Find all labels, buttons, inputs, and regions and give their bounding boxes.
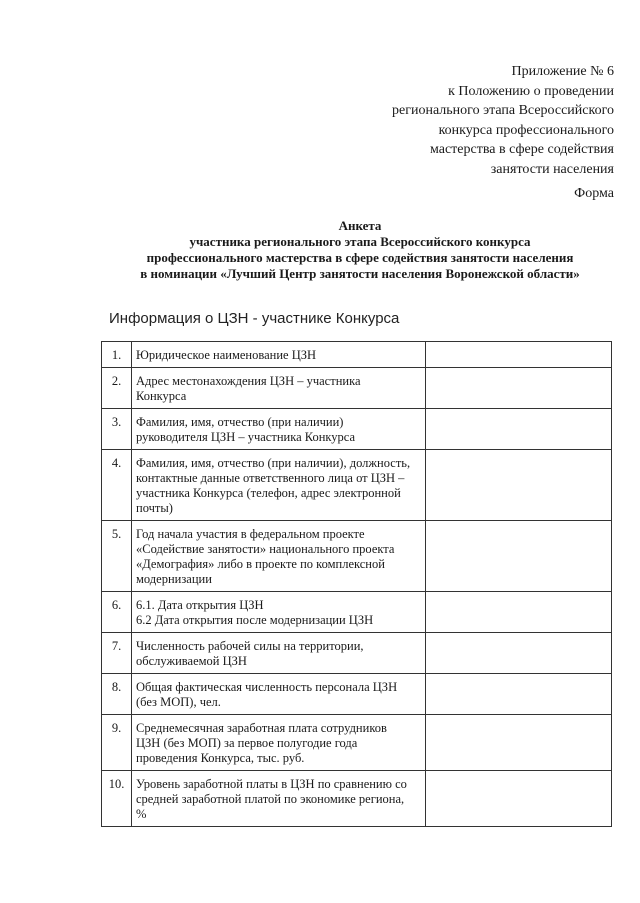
appendix-line: к Положению о проведении: [448, 83, 614, 99]
row-label: [132, 633, 426, 674]
row-label-line: участника Конкурса (телефон, адрес электронной: [136, 486, 401, 500]
table-row: [102, 521, 612, 592]
table-row: [102, 771, 612, 827]
row-label-line: 6.2 Дата открытия после модернизации ЦЗН: [136, 613, 374, 627]
table-row: [102, 674, 612, 715]
row-label: [132, 592, 426, 633]
row-label: [132, 674, 426, 715]
appendix-line: конкурса профессионального: [438, 122, 614, 138]
row-value-field[interactable]: [426, 715, 612, 771]
row-label-line: Численность рабочей силы на территории,: [136, 639, 364, 653]
row-label-line: Уровень заработной платы в ЦЗН по сравнению со: [136, 777, 407, 791]
row-number: 8.: [102, 674, 132, 715]
row-label-line: Конкурса: [136, 389, 187, 403]
row-label: [132, 342, 426, 368]
appendix-line: занятости населения: [490, 161, 614, 177]
form-label: Форма: [574, 186, 614, 201]
table-row: [102, 450, 612, 521]
row-value-field[interactable]: [426, 521, 612, 592]
row-number: 2.: [102, 368, 132, 409]
row-number: 7.: [102, 633, 132, 674]
row-label-line: средней заработной платой по экономике региона,: [136, 792, 405, 806]
table-row: [102, 409, 612, 450]
row-label-line: почты): [136, 501, 173, 515]
row-value-field[interactable]: [426, 633, 612, 674]
row-label: [132, 450, 426, 521]
row-number: 9.: [102, 715, 132, 771]
table-row: [102, 633, 612, 674]
row-label-line: Фамилия, имя, отчество (при наличии): [136, 415, 344, 429]
row-number: 10.: [102, 771, 132, 827]
row-number: 3.: [102, 409, 132, 450]
row-number: 4.: [102, 450, 132, 521]
row-value-field[interactable]: [426, 592, 612, 633]
title-line: участника регионального этапа Всероссийского конкурса: [189, 234, 531, 249]
row-label-line: Адрес местонахождения ЦЗН – участника: [136, 374, 361, 388]
row-label-line: Год начала участия в федеральном проекте: [136, 527, 365, 541]
title-line: Анкета: [338, 218, 382, 233]
row-value-field[interactable]: [426, 342, 612, 368]
row-label-line: Общая фактическая численность персонала ЦЗН: [136, 680, 398, 694]
row-value-field[interactable]: [426, 771, 612, 827]
title-line: в номинации «Лучший Центр занятости населения Воронежской области»: [140, 266, 580, 281]
table-row: [102, 715, 612, 771]
row-number: 5.: [102, 521, 132, 592]
row-value-field[interactable]: [426, 409, 612, 450]
row-label-line: %: [136, 807, 147, 821]
table-row: [102, 592, 612, 633]
row-label: [132, 368, 426, 409]
row-label-line: Фамилия, имя, отчество (при наличии), должность,: [136, 456, 411, 470]
row-label: [132, 771, 426, 827]
table-row: [102, 342, 612, 368]
info-table: [101, 341, 612, 827]
row-label-line: контактные данные ответственного лица от ЦЗН –: [136, 471, 405, 485]
row-value-field[interactable]: [426, 368, 612, 409]
row-label-line: Среднемесячная заработная плата сотрудников: [136, 721, 387, 735]
row-label: [132, 409, 426, 450]
appendix-line: Приложение № 6: [511, 64, 614, 79]
row-number: 6.: [102, 592, 132, 633]
row-label-line: «Демография» либо в проекте по комплексной: [136, 557, 385, 571]
row-label-line: «Содействие занятости» национального проекта: [136, 542, 395, 556]
appendix-header: [314, 62, 614, 179]
row-value-field[interactable]: [426, 674, 612, 715]
section-heading: Информация о ЦЗН - участнике Конкурса: [109, 310, 400, 327]
row-label-line: (без МОП), чел.: [136, 695, 221, 709]
row-label: [132, 715, 426, 771]
row-number: 1.: [102, 342, 132, 368]
row-label-line: Юридическое наименование ЦЗН: [136, 348, 317, 362]
row-label-line: обслуживаемой ЦЗН: [136, 654, 247, 668]
row-label: [132, 521, 426, 592]
row-label-line: ЦЗН (без МОП) за первое полугодие года: [136, 736, 358, 750]
table-row: [102, 368, 612, 409]
title-line: профессионального мастерства в сфере содействия занятости населения: [146, 250, 574, 265]
row-label-line: руководителя ЦЗН – участника Конкурса: [136, 430, 356, 444]
row-label-line: модернизации: [136, 572, 212, 586]
appendix-line: регионального этапа Всероссийского: [392, 103, 614, 118]
appendix-line: мастерства в сфере содействия: [429, 142, 614, 157]
row-label-line: 6.1. Дата открытия ЦЗН: [136, 598, 264, 612]
document-title: [90, 218, 630, 282]
row-value-field[interactable]: [426, 450, 612, 521]
row-label-line: проведения Конкурса, тыс. руб.: [136, 751, 305, 765]
